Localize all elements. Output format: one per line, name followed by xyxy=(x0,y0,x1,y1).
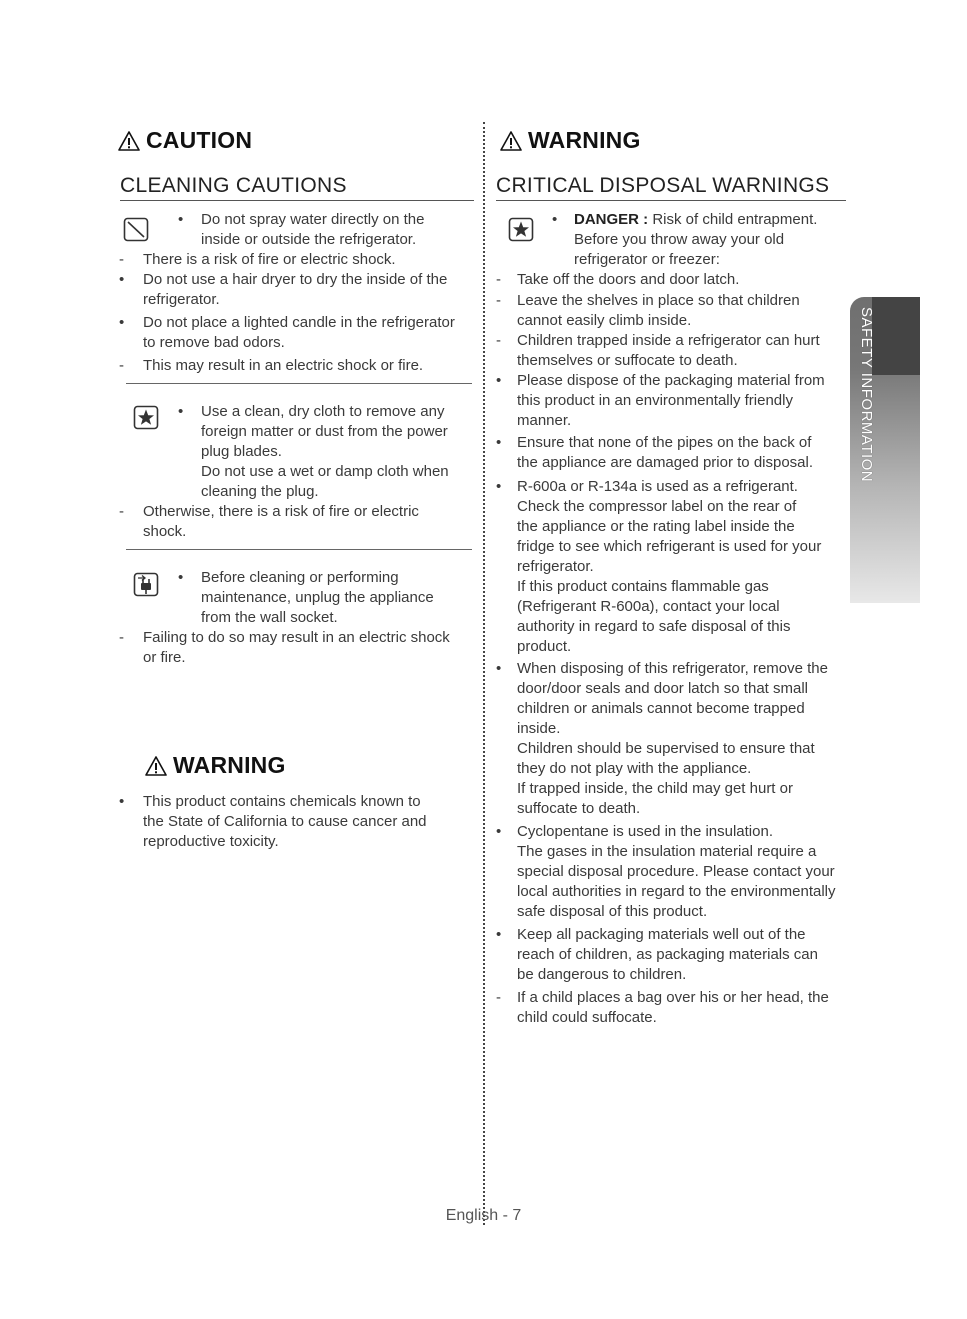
list-item: - xyxy=(496,271,501,288)
list-item: • xyxy=(178,403,184,420)
list-item-text: Failing to do so may result in an electric shock or fire. xyxy=(143,629,450,666)
list-item-text: Ensure that none of the pipes on the back of the appliance are damaged prior to disposal. xyxy=(517,434,814,471)
section-rule xyxy=(126,549,472,550)
list-item: • xyxy=(119,271,125,288)
important-star-icon xyxy=(508,217,534,243)
list-item-text: Otherwise, there is a risk of fire or electric shock. xyxy=(143,503,419,540)
danger-text: DANGER : Risk of child entrapment. Before you throw away your old refrigerator or freezer: xyxy=(574,211,818,268)
list-item: - xyxy=(119,357,124,374)
list-item: - xyxy=(119,251,124,268)
list-item-text: Before cleaning or performing maintenance, unplug the appliance from the wall socket. xyxy=(201,569,434,626)
list-item-text: Do not spray water directly on the inside or outside the refrigerator. xyxy=(201,211,425,248)
section-rule xyxy=(126,383,472,384)
list-item: - xyxy=(119,629,124,646)
caution-heading: CAUTION xyxy=(118,127,252,154)
list-item: • xyxy=(119,314,125,331)
list-item: - xyxy=(496,989,501,1006)
page-number: English - 7 xyxy=(445,1207,522,1224)
no-spray-icon xyxy=(123,217,149,243)
warning-triangle-icon xyxy=(500,131,522,151)
list-item-text: R-600a or R-134a is used as a refrigerant. Check the compressor label on the rear of the appliance or the rating label inside the fridge to see which refrigerant is used for your refrigerator. If this product contains flammable gas (Refrigerant R-600a), contact your local authority in regard to safe disposal of this product. xyxy=(517,478,822,655)
list-item: • xyxy=(496,478,502,495)
california-warning-heading: WARNING xyxy=(145,752,286,779)
list-item-text: Take off the doors and door latch. xyxy=(517,271,740,288)
list-item: • xyxy=(496,660,502,677)
critical-disposal-title: CRITICAL DISPOSAL WARNINGS xyxy=(496,174,846,201)
list-item-text: When disposing of this refrigerator, remove the door/door seals and door latch so that small children or animals cannot become trapped inside. Children should be supervised to ensure that they do not play with the appliance. If trapped inside, the child may get hurt or suffocate to death. xyxy=(517,660,828,817)
list-item-text: This may result in an electric shock or fire. xyxy=(143,357,424,374)
list-item: - xyxy=(496,292,501,309)
column-divider xyxy=(483,122,485,1225)
side-tab-label: SAFETY INFORMATION xyxy=(858,307,875,483)
warning-heading: WARNING xyxy=(500,127,641,154)
warning-triangle-icon xyxy=(145,756,167,776)
cleaning-cautions-title: CLEANING CAUTIONS xyxy=(120,174,474,201)
list-item-text: Cyclopentane is used in the insulation. The gases in the insulation material require a special disposal procedure. Please contact your local authorities in regard to the environmentally safe disposal of this product. xyxy=(517,823,836,920)
list-item-text: Leave the shelves in place so that children cannot easily climb inside. xyxy=(517,292,800,329)
list-item-text: Please dispose of the packaging material from this product in an environmentally friendly manner. xyxy=(517,372,825,429)
list-item: • xyxy=(119,793,125,810)
warning-triangle-icon xyxy=(118,131,140,151)
list-item: • xyxy=(496,926,502,943)
list-item-text: Children trapped inside a refrigerator can hurt themselves or suffocate to death. xyxy=(517,332,820,369)
list-item: • xyxy=(496,823,502,840)
list-item-text: Use a clean, dry cloth to remove any foreign matter or dust from the power plug blades. Do not use a wet or damp cloth when cleaning the plug. xyxy=(201,403,449,500)
list-item-text: Do not place a lighted candle in the refrigerator to remove bad odors. xyxy=(143,314,455,351)
important-star-icon xyxy=(133,405,159,431)
section-side-tab xyxy=(850,297,920,603)
side-tab-marker xyxy=(872,297,920,375)
unplug-icon xyxy=(133,572,159,598)
list-item: - xyxy=(496,332,501,349)
danger-label: DANGER : xyxy=(574,211,649,228)
list-item-text: This product contains chemicals known to the State of California to cause cancer and reproductive toxicity. xyxy=(143,793,427,850)
list-item: • xyxy=(178,569,184,586)
list-item-text: If a child places a bag over his or her head, the child could suffocate. xyxy=(517,989,829,1026)
list-item-text: There is a risk of fire or electric shock. xyxy=(143,251,396,268)
list-item: • xyxy=(496,372,502,389)
list-item: - xyxy=(119,503,124,520)
list-item: • xyxy=(496,434,502,451)
list-item-text: Do not use a hair dryer to dry the inside of the refrigerator. xyxy=(143,271,448,308)
list-item: • xyxy=(552,211,558,228)
list-item-text: Keep all packaging materials well out of the reach of children, as packaging materials can be dangerous to children. xyxy=(517,926,818,983)
